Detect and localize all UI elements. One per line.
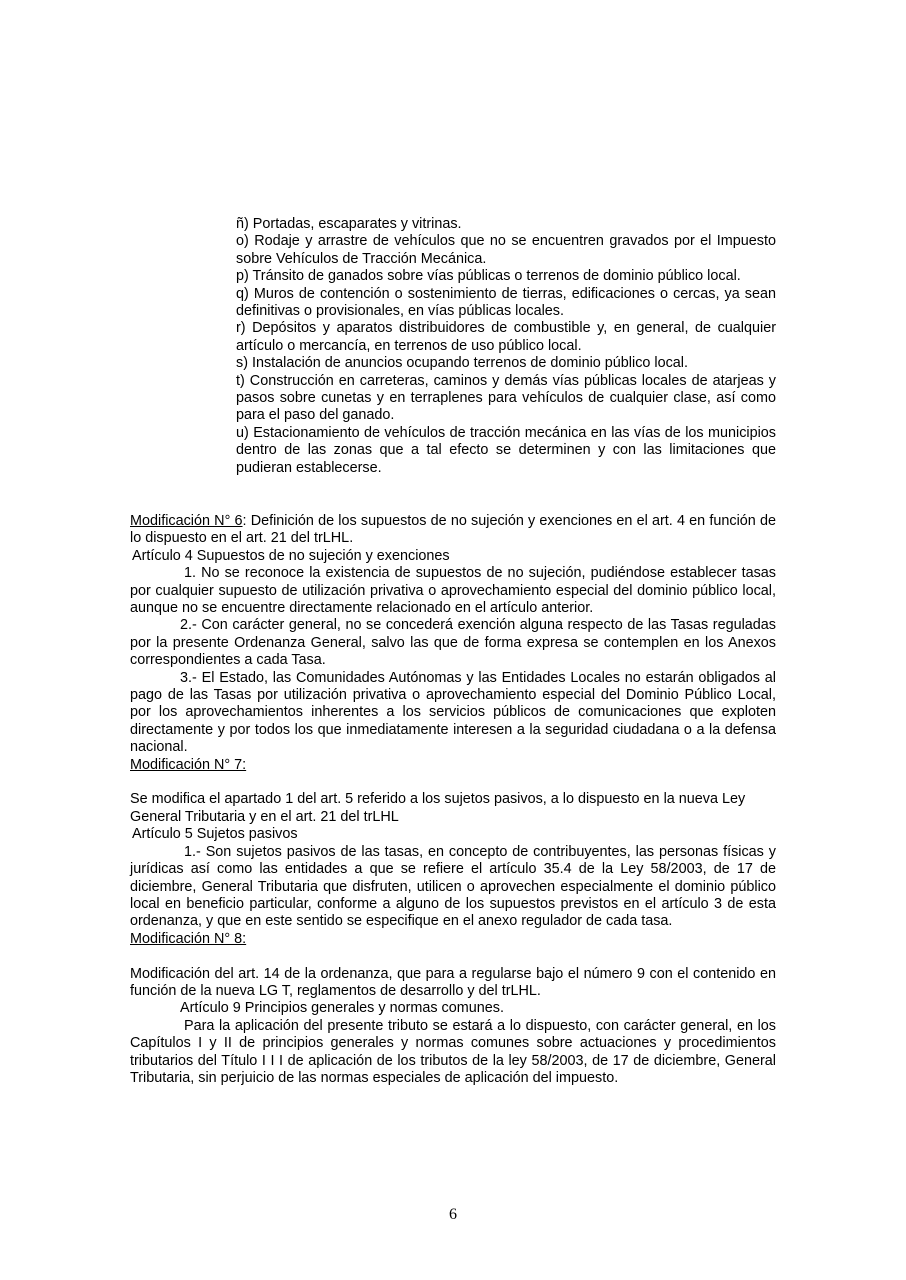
modification-7-label: Modificación N° 7:	[130, 756, 247, 773]
list-item: ñ) Portadas, escaparates y vitrinas.	[236, 216, 462, 232]
list-item: s) Instalación de anuncios ocupando terrenos de dominio público local.	[236, 355, 688, 372]
list-item: r) Depósitos y aparatos distribuidores de combustible y, en general, de cualquier artículo o mercancía, en terrenos de uso público local.	[236, 320, 776, 354]
article-4-paragraph-1: 1. No se reconoce la existencia de supuestos de no sujeción, pudiéndose establecer tasas por cualquier supuesto de utilización privativa o aprovechamiento especial del dominio público local, aunque no se encuentre directamente relacionado en el artículo anterior.	[130, 565, 776, 617]
modification-7-heading	[130, 757, 776, 774]
modification-8-heading	[130, 931, 776, 948]
article-9-title: Artículo 9 Principios generales y normas comunes.	[180, 1000, 504, 1017]
article-5-paragraph-1: 1.- Son sujetos pasivos de las tasas, en concepto de contribuyentes, las personas físicas y jurídicas así como las entidades a que se refiere el artículo 35.4 de la Ley 58/2003, de 17 de diciembre, General Tributaria que disfruten, utilicen o aprovechen especialmente el dominio público local en beneficio particular, conforme a alguno de los supuestos previstos en el artículo 3 de esta ordenanza, y que en este sentido se especifique en el anexo regulador de cada tasa.	[130, 843, 776, 930]
modification-6-heading	[130, 513, 776, 548]
document-body	[130, 513, 776, 1087]
modification-8-label: Modificación N° 8:	[130, 930, 247, 947]
list-item: q) Muros de contención o sostenimiento de tierras, edificaciones o cercas, ya sean definitivas o provisionales, en vías públicas locales.	[236, 285, 776, 320]
article-9-paragraph-1: Para la aplicación del presente tributo se estará a lo dispuesto, con carácter general, en los Capítulos I y II de principios generales y normas comunes sobre actuaciones y procedimientos tributarios del Título I I I de aplicación de los tributos de la ley 58/2003, de 17 de diciembre, General Tributaria, sin perjuicio de las normas especiales de aplicación del impuesto.	[130, 1017, 776, 1086]
list-item: u) Estacionamiento de vehículos de tracción mecánica en las vías de los municipios dentro de las zonas que a tal efecto se determinen y con las limitaciones que pudieran establecerse.	[236, 424, 776, 476]
list-item: p) Tránsito de ganados sobre vías públicas o terrenos de dominio público local.	[236, 268, 741, 285]
article-4-paragraph-2: 2.- Con carácter general, no se concederá exención alguna respecto de las Tasas reguladas por la presente Ordenanza General, salvo las que de forma expresa se contemplen en los Anexos correspondientes a cada Tasa.	[130, 617, 776, 669]
taxable-uses-list	[236, 216, 776, 477]
spacer	[130, 948, 776, 965]
page-number: 6	[449, 1206, 457, 1223]
article-5-title: Artículo 5 Sujetos pasivos	[132, 826, 298, 843]
spacer	[130, 774, 776, 791]
list-item: t) Construcción en carreteras, caminos y demás vías públicas locales de atarjeas y pasos sobre cunetas y en terraplenes para vehículos de cualquier clase, así como para el paso del ganado.	[236, 372, 776, 424]
article-4-paragraph-3: 3.- El Estado, las Comunidades Autónomas y las Entidades Locales no estarán obligados al pago de las Tasas por utilización privativa o aprovechamiento especial del Dominio Público Local, por los aprovechamientos inherentes a los servicios públicos de comunicaciones que exploten directamente y por todos los que inmediatamente interesen a la seguridad ciudadana o a la defensa nacional.	[130, 669, 776, 756]
article-4-title: Artículo 4 Supuestos de no sujeción y exenciones	[132, 547, 450, 564]
modification-7-intro: Se modifica el apartado 1 del art. 5 referido a los sujetos pasivos, a lo dispuesto en la nueva Ley General Tributaria y en el art. 21 del trLHL	[130, 791, 746, 825]
list-item: o) Rodaje y arrastre de vehículos que no se encuentren gravados por el Impuesto sobre Vehículos de Tracción Mecánica.	[236, 233, 776, 267]
modification-6-text: : Definición de los supuestos de no sujeción y exenciones en el art. 4 en función de lo dispuesto en el art. 21 del trLHL.	[130, 513, 776, 547]
modification-6-label: Modificación N° 6	[130, 513, 243, 529]
modification-8-intro: Modificación del art. 14 de la ordenanza, que para a regularse bajo el número 9 con el contenido en función de la nueva LG T, reglamentos de desarrollo y del trLHL.	[130, 965, 776, 999]
